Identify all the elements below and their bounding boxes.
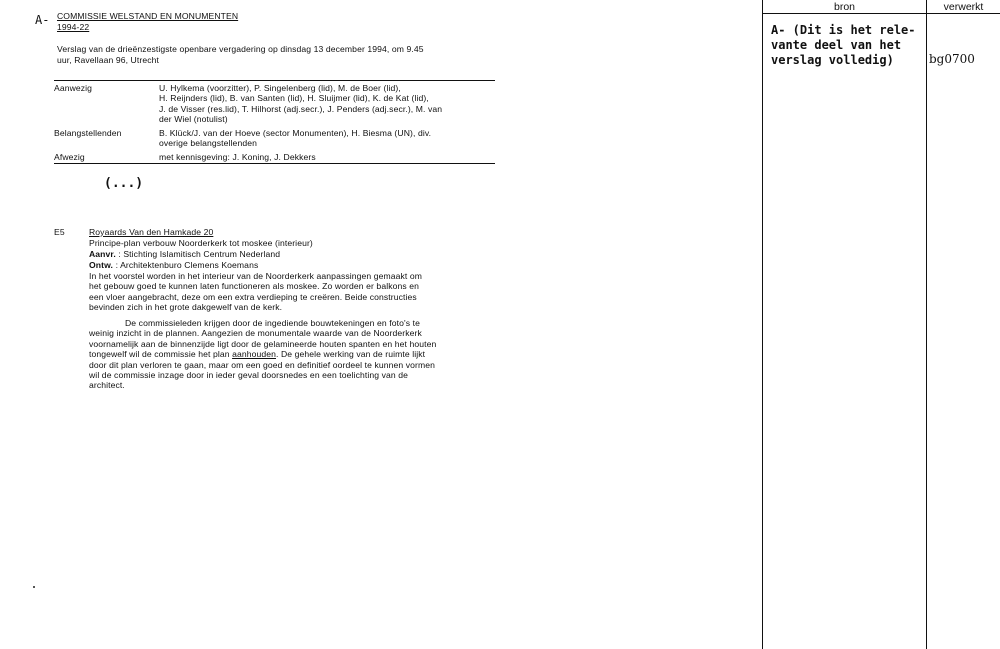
paragraph-text: tongewelf wil de commissie het plan <box>89 349 233 360</box>
column-divider-left <box>762 0 763 649</box>
stakeholders-list <box>159 128 499 149</box>
item-applicant <box>89 249 489 259</box>
absent-label: Afwezig <box>54 152 85 162</box>
processed-code: bg0700 <box>929 52 975 66</box>
paragraph-line: In het voorstel worden in het interieur van de Noorderkerk aanpassingen gemaakt om <box>89 271 423 281</box>
present-line: J. de Visser (res.lid), T. Hilhorst (adj.secr.), J. Penders (adj.secr.), M. van <box>159 103 443 114</box>
stakeholders-line: B. Klück/J. van der Hoeve (sector Monumenten), H. Biesma (UN), div. <box>159 128 432 138</box>
paragraph-line: De commissieleden krijgen door de ingediende bouwtekeningen en foto's te <box>125 318 421 328</box>
paragraph-line: voornamelijk aan de binnenzijde ligt door de gelamineerde houten spanten en het houten <box>89 338 437 349</box>
paragraph-line: door dit plan verloren te gaan, maar om een goed en definitief oordeel te kunnen vormen <box>89 359 435 370</box>
applicant-label: Aanvr. <box>89 249 116 259</box>
document-number: 1994-22 <box>57 22 90 32</box>
document-title: COMMISSIE WELSTAND EN MONUMENTEN <box>57 11 239 21</box>
paragraph-line <box>89 349 489 359</box>
designer-text: : Architektenburo Clemens Koemans <box>115 260 259 270</box>
paragraph-line: wil de commissie inzage door in ieder geval doorsnedes en een toelichting van de <box>89 370 408 381</box>
paragraph-line: een vloer aangebracht, deze om een extra verdieping te creëren. Beide constructies <box>89 291 417 302</box>
present-line: H. Reijnders (lid), B. van Santen (lid), H. Sluijmer (lid), K. de Kat (lid), <box>159 93 429 104</box>
item-paragraph-2 <box>89 318 489 391</box>
present-label: Aanwezig <box>54 83 93 93</box>
item-address: Royaards Van den Hamkade 20 <box>89 227 214 237</box>
item-designer <box>89 260 489 270</box>
column-header-source: bron <box>833 1 855 13</box>
source-note <box>771 23 916 68</box>
item-code: E5 <box>54 227 65 237</box>
decision-underlined: aanhouden <box>232 349 276 360</box>
paragraph-line: weinig inzicht in de plannen. Aangezien de monumentale waarde van de Noorderkerk <box>89 328 422 339</box>
source-note-line: vante deel van het <box>771 38 902 52</box>
attendance-absent <box>54 152 494 163</box>
present-line: U. Hylkema (voorzitter), P. Singelenberg (lid), M. de Boer (lid), <box>159 83 401 93</box>
scan-speck <box>33 586 35 588</box>
absent-text: met kennisgeving: J. Koning, J. Dekkers <box>159 152 316 162</box>
report-line-1: Verslag van de drieënzestigste openbare vergadering op dinsdag 13 december 1994, om 9.45 <box>57 44 424 54</box>
ellipsis-mark: (...) <box>104 176 144 191</box>
present-list <box>159 83 499 125</box>
applicant-text: : Stichting Islamitisch Centrum Nederland <box>118 249 281 259</box>
attendance-bottom-rule <box>54 163 495 164</box>
item-subject: Principe-plan verbouw Noorderkerk tot moskee (interieur) <box>89 238 313 248</box>
source-marker: A- <box>35 13 50 27</box>
source-note-line: A- (Dit is het rele- <box>771 23 916 37</box>
designer-label: Ontw. <box>89 260 114 270</box>
present-line: der Wiel (notulist) <box>159 114 228 125</box>
item-paragraph-1 <box>89 271 489 313</box>
column-header-rule <box>762 13 1000 14</box>
report-line-2: uur, Ravellaan 96, Utrecht <box>57 55 159 65</box>
paragraph-line: bevinden zich in het grote dakgewelf van de kerk. <box>89 302 283 313</box>
column-header-processed: verwerkt <box>943 1 984 13</box>
attendance-stakeholders <box>54 128 494 150</box>
attendance-top-rule <box>54 80 495 81</box>
stakeholders-label: Belangstellenden <box>54 128 122 138</box>
paragraph-line: architect. <box>89 380 125 391</box>
source-note-line: verslag volledig) <box>771 53 894 67</box>
stakeholders-line: overige belangstellenden <box>159 138 257 149</box>
column-divider-right <box>926 0 927 649</box>
attendance-present <box>54 83 494 127</box>
paragraph-line: het gebouw goed te kunnen laten functioneren als moskee. Zo worden er balkons en <box>89 281 420 292</box>
paragraph-text: . De gehele werking van de ruimte lijkt <box>276 349 426 360</box>
